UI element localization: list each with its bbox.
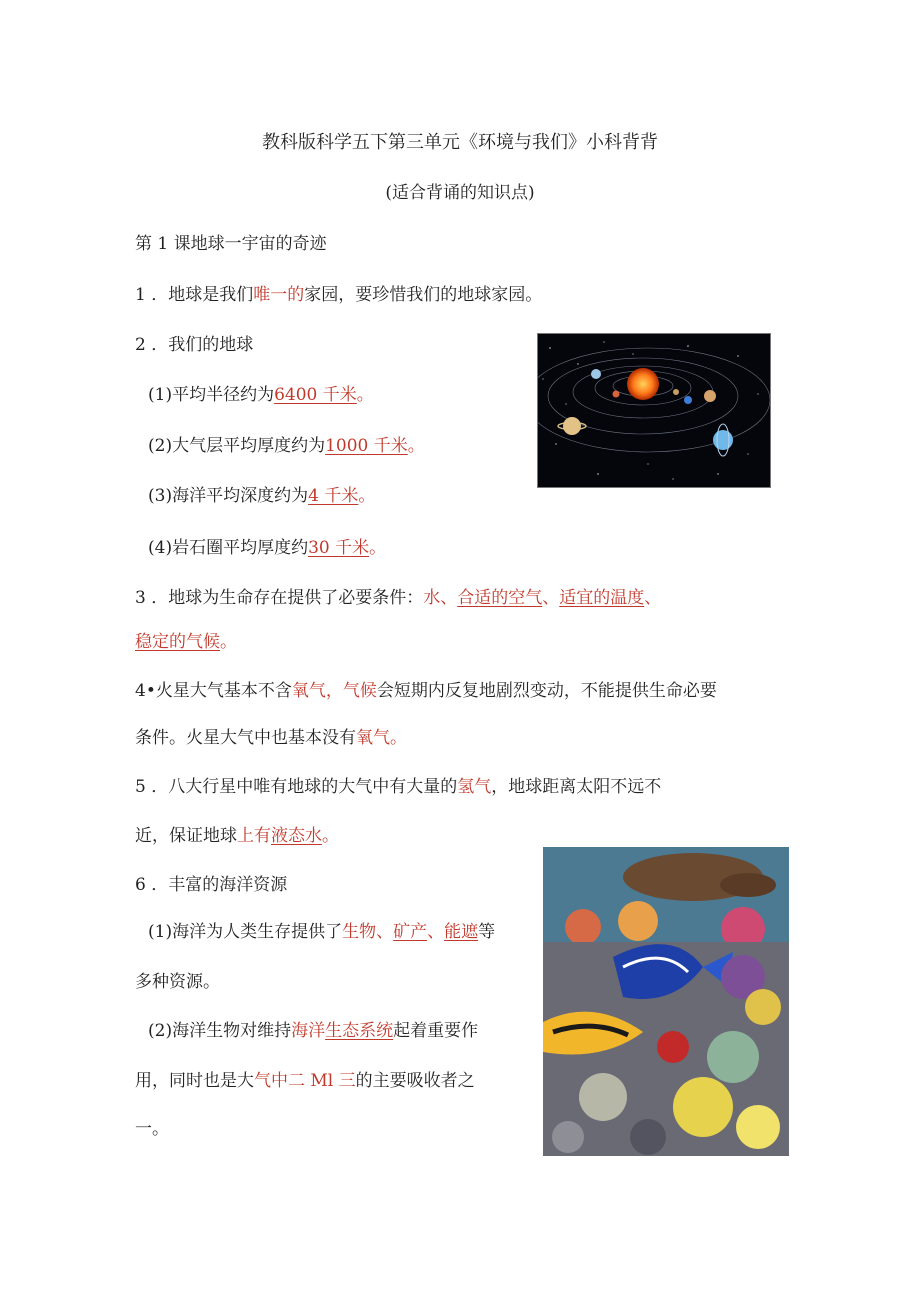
point-4-line-2: 条件。火星大气中也基本没有氧气。: [135, 728, 407, 748]
page-title: 教科版科学五下第三单元《环境与我们》小科背背: [262, 132, 658, 153]
point-4-line-1: 4•火星大气基本不含氧气，气候会短期内反复地剧烈变动，不能提供生命必要: [135, 681, 717, 701]
ocean-life-image: [543, 847, 789, 1156]
point-2-item-2: (2)大气层平均厚度约为1000 千米。: [148, 436, 425, 456]
point-2-item-1: (1)平均半径约为6400 千米。: [148, 385, 374, 405]
point-3-line-1: 3 ．地球为生命存在提供了必要条件：水、合适的空气、适宜的温度、: [135, 588, 662, 608]
page-subtitle: (适合背诵的知识点): [385, 183, 535, 203]
point-5-line-2: 近，保证地球上有液态水。: [135, 826, 339, 846]
point-5-line-1: 5 ．八大行星中唯有地球的大气中有大量的氢气，地球距离太阳不远不: [135, 777, 662, 797]
point-2-heading: 2 ．我们的地球: [135, 335, 254, 355]
solar-system-image: [537, 333, 771, 488]
point-6-heading: 6 ．丰富的海洋资源: [135, 875, 288, 895]
point-6-item-2-line-1: (2)海洋生物对维持海洋生态系统起着重要作: [148, 1021, 479, 1041]
point-2-item-3: (3)海洋平均深度约为4 千米。: [148, 486, 376, 506]
lesson-heading: 第 1 课地球一宇宙的奇迹: [135, 234, 327, 254]
point-1: 1 ．地球是我们唯一的家园，要珍惜我们的地球家园。: [135, 285, 543, 305]
point-6-item-2-line-3: 一。: [135, 1119, 169, 1139]
point-6-item-2-line-2: 用，同时也是大气中二 Ml 三的主要吸收者之: [135, 1071, 475, 1091]
point-3-line-2: 稳定的气候。: [135, 632, 237, 652]
point-2-item-4: (4)岩石圈平均厚度约30 千米。: [148, 538, 387, 558]
point-6-item-1-line-1: (1)海洋为人类生存提供了生物、矿产、能遮等: [148, 922, 496, 942]
point-6-item-1-line-2: 多种资源。: [135, 972, 220, 992]
